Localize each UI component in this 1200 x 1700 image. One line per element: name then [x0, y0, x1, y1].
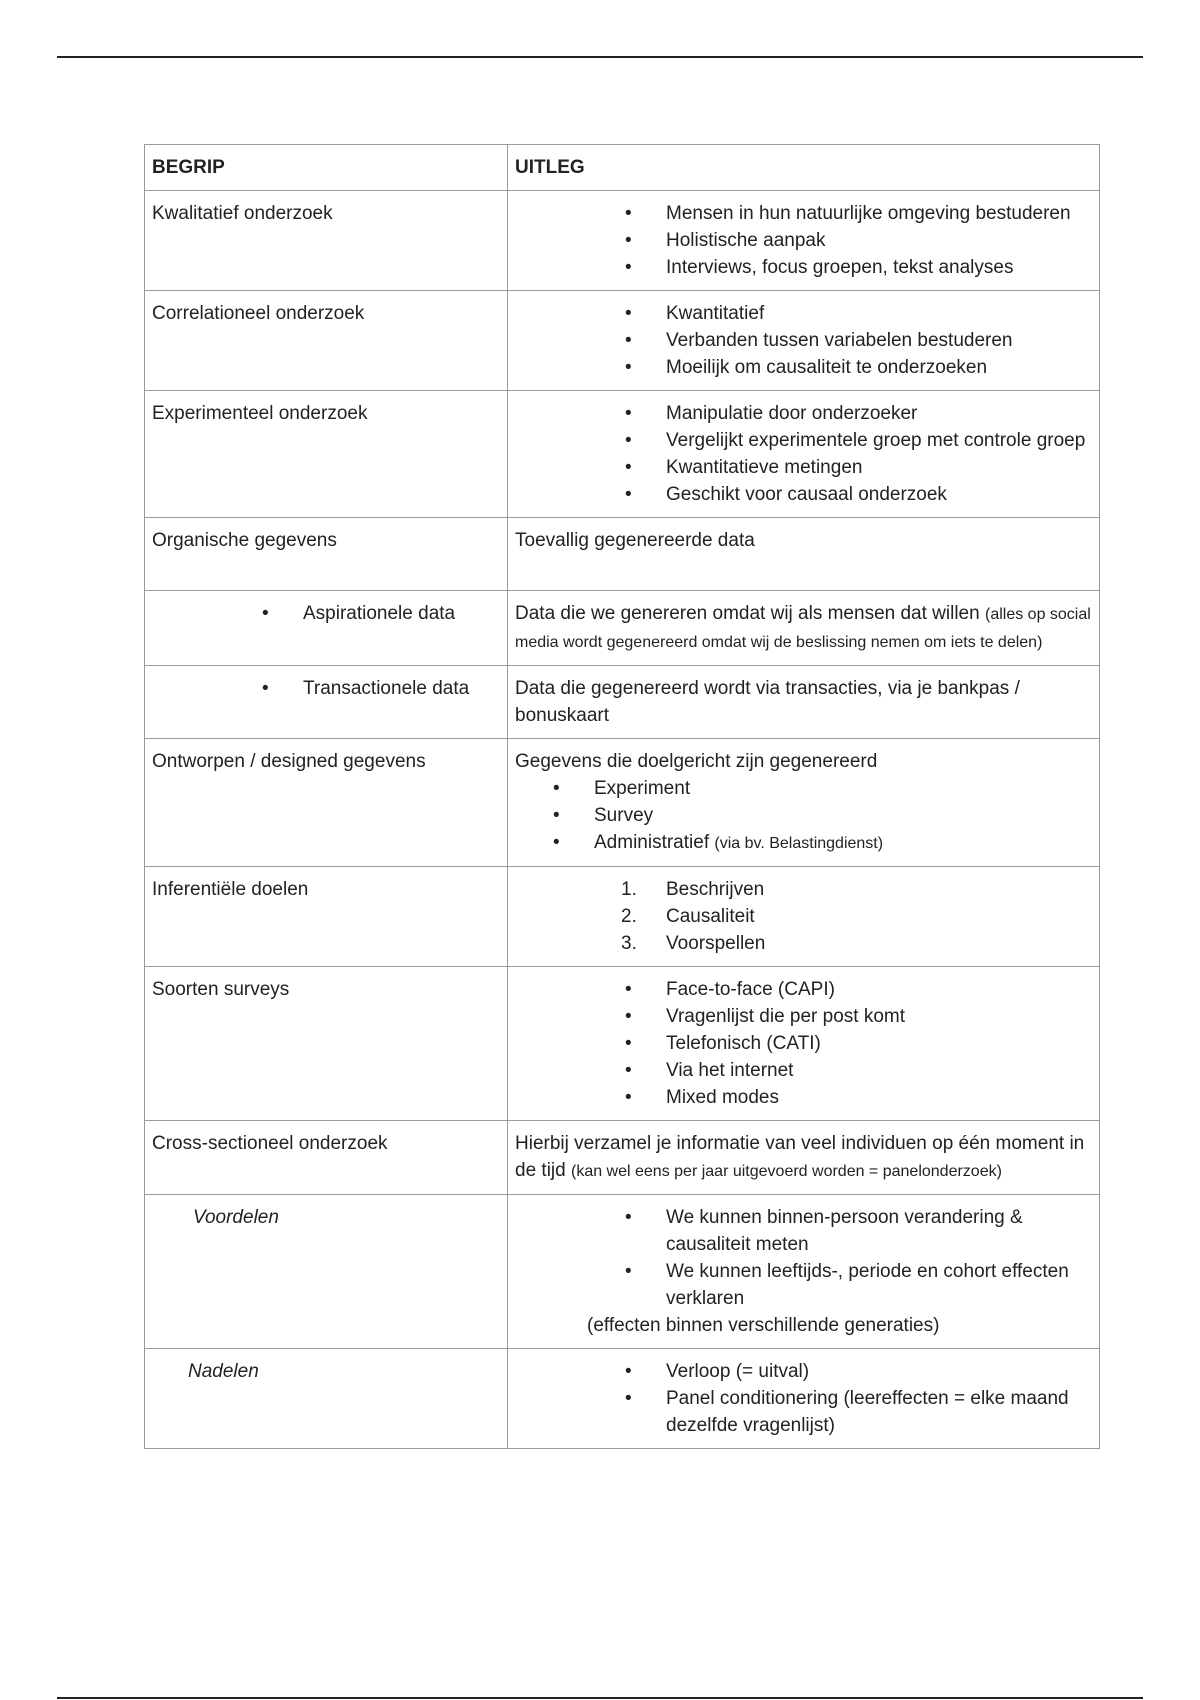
explanation-cell [508, 191, 1100, 291]
header-uitleg: UITLEG [508, 145, 1100, 191]
list-item-text: Voorspellen [666, 933, 766, 954]
list-item [515, 876, 1092, 903]
list-item: • Mixed modes [515, 1084, 1092, 1111]
list-item-text: Beschrijven [666, 879, 765, 900]
list-item: • Moeilijk om causaliteit te onderzoeken [515, 354, 1092, 381]
explanation-cell: Data die gegenereerd wordt via transacties, via je bankpas / bonuskaart [508, 666, 1100, 739]
term-cell [145, 1195, 508, 1349]
explanation-text: Data die we genereren omdat wij als mensen dat willen [515, 603, 980, 624]
list-item: • Via het internet [515, 1057, 1092, 1084]
explanation-cell: Toevallig gegenereerde data [508, 518, 1100, 591]
table-row [145, 591, 1100, 666]
table-row [145, 967, 1100, 1121]
explanation-cell [508, 1195, 1100, 1349]
list-item: • Panel conditionering (leereffecten = elke maand dezelfde vragenlijst) [515, 1385, 1092, 1439]
list-item: • Face-to-face (CAPI) [515, 976, 1092, 1003]
table-row [145, 518, 1100, 591]
explanation-cell [508, 739, 1100, 867]
term-cell: Correlationeel onderzoek [145, 291, 508, 391]
table-row [145, 867, 1100, 967]
explanation-note: (kan wel eens per jaar uitgevoerd worden = panelonderzoek) [570, 1163, 1002, 1180]
sub-term: • Transactionele data [152, 675, 500, 702]
list-item: • Mensen in hun natuurlijke omgeving bestuderen [515, 200, 1092, 227]
table-row [145, 191, 1100, 291]
italic-term: Voordelen [193, 1207, 279, 1228]
table-row [145, 739, 1100, 867]
term-cell: Kwalitatief onderzoek [145, 191, 508, 291]
term-cell [145, 591, 508, 666]
list-number: 3. [621, 933, 637, 954]
term-cell: Ontworpen / designed gegevens [145, 739, 508, 867]
list-item: • Verloop (= uitval) [515, 1358, 1092, 1385]
footer-rule [57, 1697, 1143, 1699]
explanation-note: (effecten binnen verschillende generaties) [587, 1315, 940, 1336]
table-row [145, 391, 1100, 518]
term-cell: Soorten surveys [145, 967, 508, 1121]
sub-term: • Aspirationele data [152, 600, 500, 627]
list-item-note: (via bv. Belastingdienst) [714, 835, 884, 852]
explanation-cell [508, 1121, 1100, 1195]
explanation-cell [508, 967, 1100, 1121]
header-begrip: BEGRIP [145, 145, 508, 191]
list-item-text: Causaliteit [666, 906, 755, 927]
list-item: • Manipulatie door onderzoeker [515, 400, 1092, 427]
list-item: • Experiment [515, 775, 1092, 802]
list-item: • We kunnen binnen-persoon verandering & causaliteit meten [515, 1204, 1092, 1258]
term-cell [145, 666, 508, 739]
list-item: • Vergelijkt experimentele groep met controle groep [515, 427, 1092, 454]
table-header-row [145, 145, 1100, 191]
list-item: • Survey [515, 802, 1092, 829]
table-row [145, 1195, 1100, 1349]
list-item [515, 903, 1092, 930]
explanation-cell [508, 391, 1100, 518]
table-row [145, 291, 1100, 391]
table-row [145, 1121, 1100, 1195]
explanation-cell [508, 1349, 1100, 1449]
italic-term: Nadelen [188, 1361, 259, 1382]
list-item [515, 930, 1092, 957]
list-number: 1. [621, 879, 637, 900]
term-cell: Experimenteel onderzoek [145, 391, 508, 518]
explanation-cell [508, 591, 1100, 666]
term-cell: Cross-sectioneel onderzoek [145, 1121, 508, 1195]
list-item: • Kwantitatief [515, 300, 1092, 327]
table-row [145, 1349, 1100, 1449]
explanation-text: Gegevens die doelgericht zijn gegenereerd [515, 751, 878, 772]
term-cell [145, 1349, 508, 1449]
list-item: • Telefonisch (CATI) [515, 1030, 1092, 1057]
list-item-text: Administratief [594, 832, 710, 853]
list-item: • Interviews, focus groepen, tekst analyses [515, 254, 1092, 281]
explanation-cell [508, 291, 1100, 391]
list-item: • Verbanden tussen variabelen bestuderen [515, 327, 1092, 354]
term-cell: Inferentiële doelen [145, 867, 508, 967]
explanation-note: (alles op social media wordt gegenereerd omdat wij de beslissing nemen om iets te delen) [515, 606, 1091, 651]
explanation-text: Hierbij verzamel je informatie van veel individuen op één moment in de tijd [515, 1133, 1085, 1181]
list-item: • Kwantitatieve metingen [515, 454, 1092, 481]
list-item: • Geschikt voor causaal onderzoek [515, 481, 1092, 508]
header-rule [57, 56, 1143, 58]
list-item: • Vragenlijst die per post komt [515, 1003, 1092, 1030]
concept-table [144, 144, 1100, 1449]
list-item [515, 829, 1092, 857]
list-item: • We kunnen leeftijds-, periode en cohort effecten verklaren [515, 1258, 1092, 1312]
list-item: • Holistische aanpak [515, 227, 1092, 254]
table-row [145, 666, 1100, 739]
list-number: 2. [621, 906, 637, 927]
explanation-cell [508, 867, 1100, 967]
term-cell: Organische gegevens [145, 518, 508, 591]
